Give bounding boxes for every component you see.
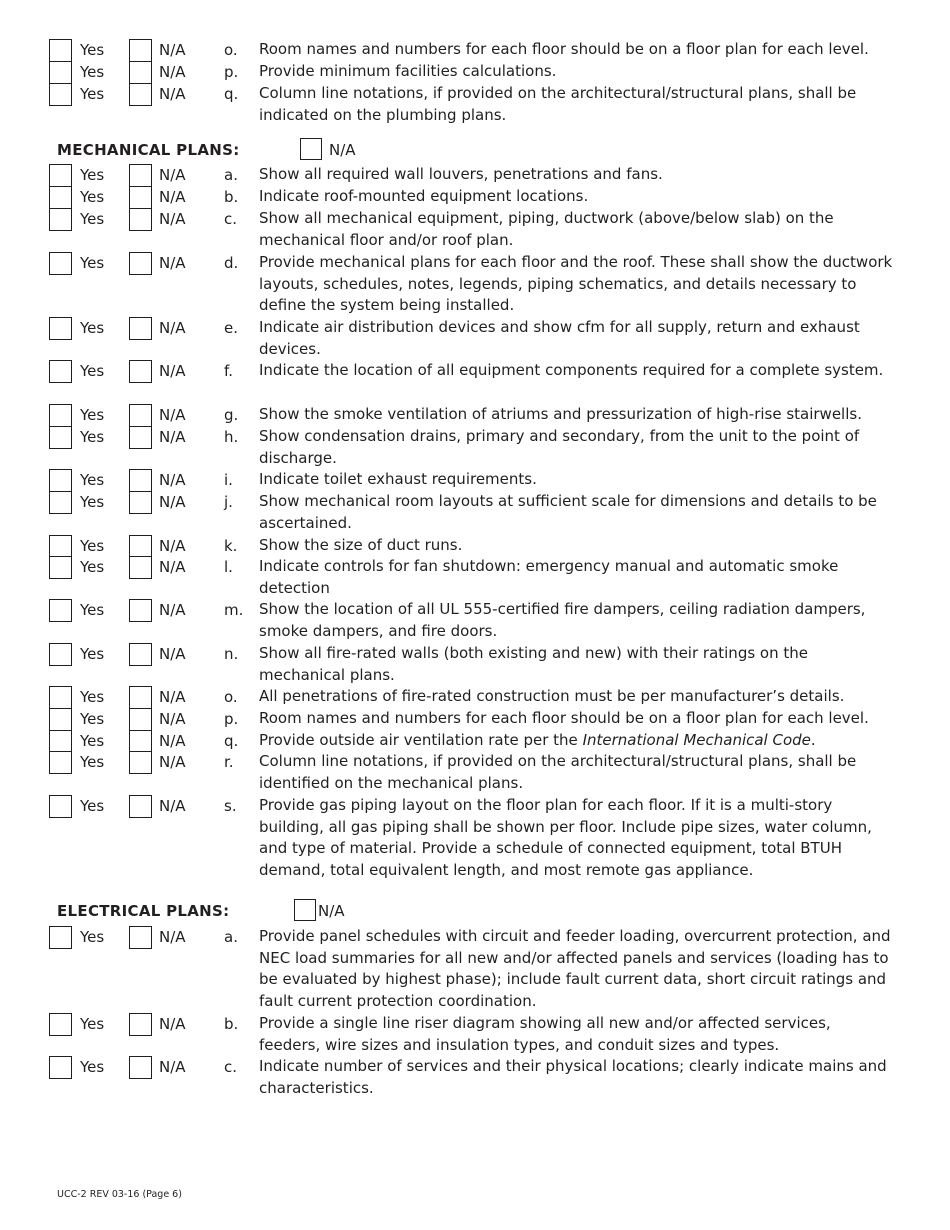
na-checkbox[interactable] xyxy=(129,1013,152,1036)
item-text: Show the smoke ventilation of atriums and pressurization of high-rise stairwells. xyxy=(259,405,862,423)
item-text: Show all fire-rated walls (both existing and new) with their ratings on the mechanical plans. xyxy=(259,644,808,684)
yes-label: Yes xyxy=(80,558,105,576)
na-checkbox[interactable] xyxy=(129,643,152,666)
na-label: N/A xyxy=(159,537,186,555)
yes-label: Yes xyxy=(80,319,105,337)
na-label: N/A xyxy=(159,732,186,750)
item-letter: q. xyxy=(224,732,239,750)
item-letter: l. xyxy=(224,558,233,576)
na-checkbox[interactable] xyxy=(129,469,152,492)
item-letter: o. xyxy=(224,688,238,706)
electrical-plans-heading: ELECTRICAL PLANS: xyxy=(57,902,230,920)
yes-checkbox[interactable] xyxy=(49,535,72,558)
na-label: N/A xyxy=(159,493,186,511)
yes-label: Yes xyxy=(80,645,105,663)
item-text: Indicate number of services and their physical locations; clearly indicate mains and characteristics. xyxy=(259,1057,887,1097)
yes-label: Yes xyxy=(80,471,105,489)
yes-label: Yes xyxy=(80,166,105,184)
yes-checkbox[interactable] xyxy=(49,795,72,818)
na-label: N/A xyxy=(159,166,186,184)
yes-label: Yes xyxy=(80,41,105,59)
na-label: N/A xyxy=(159,254,186,272)
item-text: All penetrations of fire-rated construction must be per manufacturer’s details. xyxy=(259,687,845,705)
item-letter: o. xyxy=(224,41,238,59)
item-text: Provide mechanical plans for each floor and the roof. These shall show the ductwork layouts, schedules, notes, legends, piping schematics, and details necessary to define the system being installed. xyxy=(259,253,893,315)
item-text: Provide a single line riser diagram showing all new and/or affected services, feeders, wire sizes and insulation types, and conduit sizes and types. xyxy=(259,1014,831,1054)
yes-label: Yes xyxy=(80,928,105,946)
item-text: Room names and numbers for each floor should be on a floor plan for each level. xyxy=(259,40,869,58)
yes-checkbox[interactable] xyxy=(49,730,72,753)
item-letter: p. xyxy=(224,710,239,728)
na-checkbox[interactable] xyxy=(129,83,152,106)
yes-label: Yes xyxy=(80,85,105,103)
item-text: Provide panel schedules with circuit and feeder loading, overcurrent protection, and NEC load summaries for all new and/or affected panels and services (loading has to be evaluated by highest phase); include fault current data, short circuit ratings and fault current protection coordination. xyxy=(259,927,891,1010)
item-text: Show condensation drains, primary and secondary, from the unit to the point of discharge. xyxy=(259,427,860,467)
na-checkbox[interactable] xyxy=(129,252,152,275)
yes-checkbox[interactable] xyxy=(49,208,72,231)
na-label: N/A xyxy=(159,558,186,576)
item-text: Room names and numbers for each floor should be on a floor plan for each level. xyxy=(259,709,869,727)
na-label: N/A xyxy=(159,428,186,446)
yes-label: Yes xyxy=(80,732,105,750)
item-letter: b. xyxy=(224,1015,239,1033)
item-text: Indicate the location of all equipment components required for a complete system. xyxy=(259,361,884,379)
yes-checkbox[interactable] xyxy=(49,360,72,383)
na-label: N/A xyxy=(159,1058,186,1076)
na-checkbox[interactable] xyxy=(129,39,152,62)
yes-label: Yes xyxy=(80,688,105,706)
yes-checkbox[interactable] xyxy=(49,404,72,427)
item-letter: c. xyxy=(224,1058,238,1076)
item-letter: a. xyxy=(224,166,238,184)
na-label: N/A xyxy=(159,688,186,706)
yes-label: Yes xyxy=(80,493,105,511)
na-label: N/A xyxy=(159,710,186,728)
mechanical-na-label: N/A xyxy=(329,141,356,159)
na-checkbox[interactable] xyxy=(129,599,152,622)
item-letter: r. xyxy=(224,753,234,771)
item-letter: a. xyxy=(224,928,238,946)
yes-checkbox[interactable] xyxy=(49,83,72,106)
item-letter: g. xyxy=(224,406,239,424)
na-label: N/A xyxy=(159,753,186,771)
yes-checkbox[interactable] xyxy=(49,252,72,275)
item-letter: b. xyxy=(224,188,239,206)
na-checkbox[interactable] xyxy=(129,404,152,427)
yes-checkbox[interactable] xyxy=(49,491,72,514)
na-label: N/A xyxy=(159,406,186,424)
item-text: Show mechanical room layouts at sufficient scale for dimensions and details to be ascertained. xyxy=(259,492,877,532)
na-label: N/A xyxy=(159,928,186,946)
yes-checkbox[interactable] xyxy=(49,643,72,666)
yes-checkbox[interactable] xyxy=(49,426,72,449)
yes-label: Yes xyxy=(80,1058,105,1076)
na-label: N/A xyxy=(159,601,186,619)
mechanical-na-checkbox[interactable] xyxy=(300,138,322,160)
na-checkbox[interactable] xyxy=(129,795,152,818)
yes-checkbox[interactable] xyxy=(49,686,72,709)
item-text: Column line notations, if provided on the architectural/structural plans, shall be identified on the mechanical plans. xyxy=(259,752,857,792)
na-label: N/A xyxy=(159,319,186,337)
yes-label: Yes xyxy=(80,362,105,380)
na-label: N/A xyxy=(159,85,186,103)
yes-checkbox[interactable] xyxy=(49,751,72,774)
code-title: International Mechanical Code xyxy=(582,731,811,749)
item-text-after: . xyxy=(810,731,816,749)
na-checkbox[interactable] xyxy=(129,708,152,731)
yes-label: Yes xyxy=(80,753,105,771)
yes-label: Yes xyxy=(80,1015,105,1033)
na-label: N/A xyxy=(159,645,186,663)
yes-checkbox[interactable] xyxy=(49,599,72,622)
na-checkbox[interactable] xyxy=(129,208,152,231)
electrical-na-checkbox[interactable] xyxy=(294,899,316,921)
yes-checkbox[interactable] xyxy=(49,1013,72,1036)
na-label: N/A xyxy=(159,362,186,380)
item-letter: d. xyxy=(224,254,239,272)
yes-label: Yes xyxy=(80,797,105,815)
na-label: N/A xyxy=(159,210,186,228)
na-label: N/A xyxy=(159,797,186,815)
item-letter: n. xyxy=(224,645,239,663)
na-checkbox[interactable] xyxy=(129,360,152,383)
item-text: Indicate toilet exhaust requirements. xyxy=(259,470,537,488)
item-text: Indicate air distribution devices and show cfm for all supply, return and exhaust devices. xyxy=(259,318,860,358)
item-text: Show all required wall louvers, penetrations and fans. xyxy=(259,165,663,183)
item-text: Indicate controls for fan shutdown: emergency manual and automatic smoke detection xyxy=(259,557,839,597)
item-letter: e. xyxy=(224,319,238,337)
yes-checkbox[interactable] xyxy=(49,61,72,84)
na-checkbox[interactable] xyxy=(129,186,152,209)
na-checkbox[interactable] xyxy=(129,164,152,187)
na-checkbox[interactable] xyxy=(129,1056,152,1079)
item-text: Show the size of duct runs. xyxy=(259,536,463,554)
item-text: Indicate roof-mounted equipment locations. xyxy=(259,187,589,205)
na-checkbox[interactable] xyxy=(129,686,152,709)
yes-checkbox[interactable] xyxy=(49,186,72,209)
item-letter: p. xyxy=(224,63,239,81)
yes-label: Yes xyxy=(80,428,105,446)
item-text: Show all mechanical equipment, piping, ductwork (above/below slab) on the mechanical floor and/or roof plan. xyxy=(259,209,834,249)
yes-label: Yes xyxy=(80,406,105,424)
na-checkbox[interactable] xyxy=(129,491,152,514)
item-text xyxy=(259,730,895,752)
item-text: Column line notations, if provided on the architectural/structural plans, shall be indicated on the plumbing plans. xyxy=(259,84,857,124)
na-label: N/A xyxy=(159,471,186,489)
item-text-before: Provide outside air ventilation rate per the xyxy=(259,731,583,749)
na-label: N/A xyxy=(159,63,186,81)
item-letter: q. xyxy=(224,85,239,103)
yes-checkbox[interactable] xyxy=(49,926,72,949)
na-checkbox[interactable] xyxy=(129,426,152,449)
item-text: Provide gas piping layout on the floor plan for each floor. If it is a multi-story building, all gas piping shall be shown per floor. Include pipe sizes, water column, and type of material. Provide a schedule of connected equipment, total BTUH demand, total equivalent length, and most remote gas appliance. xyxy=(259,796,872,879)
yes-label: Yes xyxy=(80,537,105,555)
na-checkbox[interactable] xyxy=(129,556,152,579)
na-label: N/A xyxy=(159,41,186,59)
yes-checkbox[interactable] xyxy=(49,317,72,340)
item-letter: i. xyxy=(224,471,233,489)
na-checkbox[interactable] xyxy=(129,751,152,774)
na-checkbox[interactable] xyxy=(129,61,152,84)
yes-label: Yes xyxy=(80,254,105,272)
yes-label: Yes xyxy=(80,210,105,228)
item-letter: m. xyxy=(224,601,244,619)
form-footer: UCC-2 REV 03-16 (Page 6) xyxy=(57,1189,182,1200)
yes-checkbox[interactable] xyxy=(49,469,72,492)
na-checkbox[interactable] xyxy=(129,926,152,949)
yes-label: Yes xyxy=(80,63,105,81)
mechanical-plans-heading: MECHANICAL PLANS: xyxy=(57,141,240,159)
item-letter: c. xyxy=(224,210,238,228)
yes-checkbox[interactable] xyxy=(49,1056,72,1079)
yes-checkbox[interactable] xyxy=(49,164,72,187)
na-checkbox[interactable] xyxy=(129,317,152,340)
item-letter: h. xyxy=(224,428,239,446)
na-label: N/A xyxy=(159,188,186,206)
item-letter: s. xyxy=(224,797,237,815)
electrical-na-label: N/A xyxy=(318,902,345,920)
item-text: Show the location of all UL 555-certified fire dampers, ceiling radiation dampers, smoke dampers, and fire doors. xyxy=(259,600,866,640)
na-label: N/A xyxy=(159,1015,186,1033)
yes-checkbox[interactable] xyxy=(49,708,72,731)
item-letter: k. xyxy=(224,537,238,555)
na-checkbox[interactable] xyxy=(129,535,152,558)
item-text: Provide minimum facilities calculations. xyxy=(259,62,557,80)
yes-label: Yes xyxy=(80,710,105,728)
yes-label: Yes xyxy=(80,188,105,206)
item-letter: j. xyxy=(224,493,233,511)
yes-label: Yes xyxy=(80,601,105,619)
yes-checkbox[interactable] xyxy=(49,556,72,579)
item-letter: f. xyxy=(224,362,233,380)
na-checkbox[interactable] xyxy=(129,730,152,753)
yes-checkbox[interactable] xyxy=(49,39,72,62)
